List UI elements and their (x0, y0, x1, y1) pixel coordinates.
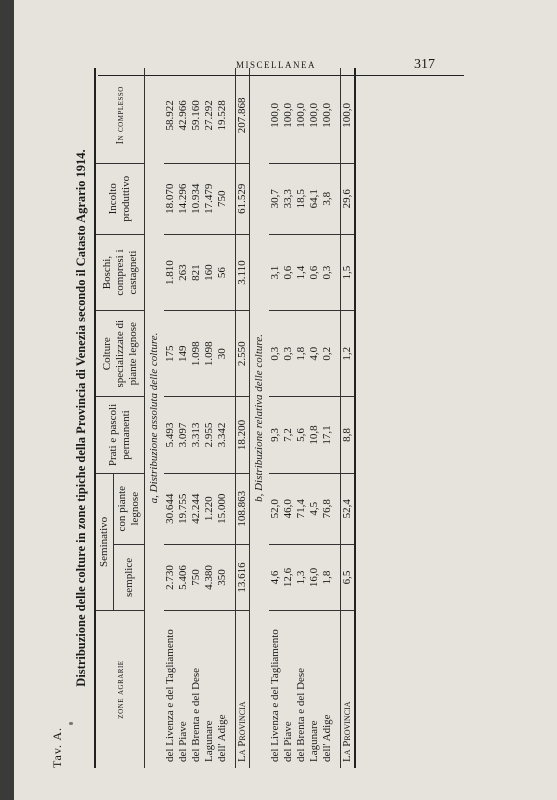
con-piante-cell: 19.755 (177, 473, 190, 544)
con-piante-cell: 52,0 (269, 473, 282, 544)
colture-cell: 2.550 (236, 311, 250, 397)
section-b-label: b, Distribuzione relativa delle colture. (250, 68, 270, 768)
prati-cell: 5.493 (164, 397, 177, 473)
complesso-cell: 100,0 (321, 68, 334, 163)
boschi-cell: 0,6 (308, 234, 321, 310)
boschi-cell: 0,3 (321, 234, 334, 310)
con-piante-cell: 76,8 (321, 473, 334, 544)
table-row (282, 68, 295, 768)
con-piante-cell: 42.244 (190, 473, 203, 544)
colture-cell: 1.098 (203, 311, 216, 397)
complesso-cell: 100,0 (269, 68, 282, 163)
con-piante-cell: 4,5 (308, 473, 321, 544)
table-row (203, 68, 216, 768)
semplice-cell: 6,5 (341, 544, 356, 610)
table-row (321, 68, 334, 768)
semplice-cell: 2.730 (164, 544, 177, 610)
prati-cell: 10,8 (308, 397, 321, 473)
boschi-cell: 1,4 (295, 234, 308, 310)
col-con-piante-header: con piante legnose (114, 473, 145, 544)
incolto-cell: 17.479 (203, 163, 216, 234)
incolto-cell: 18.070 (164, 163, 177, 234)
con-piante-cell: 108.863 (236, 473, 250, 544)
complesso-cell: 100,0 (308, 68, 321, 163)
zone-cell: Lagunare (203, 720, 215, 762)
zone-cell: del Livenza e del Tagliamento (269, 629, 281, 762)
boschi-cell: 3.110 (236, 234, 250, 310)
semplice-cell: 16,0 (308, 544, 321, 610)
semplice-cell: 1,8 (321, 544, 334, 610)
boschi-cell: 3,1 (269, 234, 282, 310)
prati-cell: 9,3 (269, 397, 282, 473)
semplice-cell: 750 (190, 544, 203, 610)
boschi-cell: 1,5 (341, 234, 356, 310)
incolto-cell: 64,1 (308, 163, 321, 234)
con-piante-cell: 30.644 (164, 473, 177, 544)
boschi-cell: 821 (190, 234, 203, 310)
complesso-cell: 100,0 (341, 68, 356, 163)
zone-cell: La Provincia (341, 611, 356, 768)
col-incolto-header: Incolto produttivo (95, 163, 145, 234)
col-colture-header: Colture specializzate di piante legnose (95, 311, 145, 397)
complesso-cell: 19.528 (216, 68, 229, 163)
boschi-cell: 263 (177, 234, 190, 310)
incolto-cell: 10.934 (190, 163, 203, 234)
table-row (308, 68, 321, 768)
semplice-cell: 5.406 (177, 544, 190, 610)
prati-cell: 17,1 (321, 397, 334, 473)
zone-cell: del Brenta e del Dese (295, 667, 307, 762)
con-piante-cell: 46,0 (282, 473, 295, 544)
complesso-cell: 59.160 (190, 68, 203, 163)
incolto-cell: 30,7 (269, 163, 282, 234)
complesso-cell: 42.966 (177, 68, 190, 163)
con-piante-cell: 1.220 (203, 473, 216, 544)
zone-cell: dell' Adige (216, 714, 228, 762)
table-row (269, 68, 282, 768)
con-piante-cell: 15.000 (216, 473, 229, 544)
col-seminativo-header: Seminativo (95, 473, 114, 610)
total-row (341, 68, 356, 768)
con-piante-cell: 52,4 (341, 473, 356, 544)
complesso-cell: 58.922 (164, 68, 177, 163)
colture-cell: 175 (164, 311, 177, 397)
prati-cell: 3.097 (177, 397, 190, 473)
complesso-cell: 100,0 (295, 68, 308, 163)
page-number: 317 (414, 57, 435, 72)
colture-cell: 0,2 (321, 311, 334, 397)
table-number: Tav. A. (50, 726, 64, 768)
zone-cell: del Piave (282, 721, 294, 762)
table-row (295, 68, 308, 768)
colture-cell: 149 (177, 311, 190, 397)
prati-cell: 3.342 (216, 397, 229, 473)
prati-cell: 8,8 (341, 397, 356, 473)
zone-cell: del Brenta e del Dese (190, 667, 202, 762)
col-prati-header: Prati e pascoli permanenti (95, 397, 145, 473)
rotated-table-block (50, 68, 430, 768)
semplice-cell: 4,6 (269, 544, 282, 610)
prati-cell: 18.200 (236, 397, 250, 473)
incolto-cell: 29,6 (341, 163, 356, 234)
zone-cell: del Piave (177, 721, 189, 762)
zone-cell: del Livenza e del Tagliamento (164, 629, 176, 762)
con-piante-cell: 71,4 (295, 473, 308, 544)
complesso-cell: 27.292 (203, 68, 216, 163)
incolto-cell: 3,8 (321, 163, 334, 234)
zone-cell: dell' Adige (321, 714, 333, 762)
semplice-cell: 4.380 (203, 544, 216, 610)
colture-cell: 0,3 (269, 311, 282, 397)
prati-cell: 3.313 (190, 397, 203, 473)
semplice-cell: 13.616 (236, 544, 250, 610)
incolto-cell: 18,5 (295, 163, 308, 234)
colture-cell: 0,3 (282, 311, 295, 397)
colture-cell: 30 (216, 311, 229, 397)
colture-cell: 1,2 (341, 311, 356, 397)
boschi-cell: 1.810 (164, 234, 177, 310)
incolto-cell: 750 (216, 163, 229, 234)
table-row (177, 68, 190, 768)
col-boschi-header: Boschi, compresi i castagneti (95, 234, 145, 310)
colture-cell: 1.098 (190, 311, 203, 397)
complesso-cell: 100,0 (282, 68, 295, 163)
semplice-cell: 1,3 (295, 544, 308, 610)
table-title: Distribuzione delle colture in zone tipiche della Provincia di Venezia secondo il Catasto Agrario 1914. (74, 149, 88, 687)
colture-cell: 4,0 (308, 311, 321, 397)
prati-cell: 5,6 (295, 397, 308, 473)
boschi-cell: 0,6 (282, 234, 295, 310)
section-title: MISCELLANEA (236, 60, 316, 70)
incolto-cell: 14.296 (177, 163, 190, 234)
prati-cell: 2.955 (203, 397, 216, 473)
complesso-cell: 207.868 (236, 68, 250, 163)
incolto-cell: 61.529 (236, 163, 250, 234)
semplice-cell: 12,6 (282, 544, 295, 610)
col-zone-header: zone agrarie (95, 611, 145, 768)
section-a-label: a, Distribuzione assoluta delle colture. (148, 332, 160, 504)
table-row (164, 68, 177, 768)
table-row (190, 68, 203, 768)
table-row (216, 68, 229, 768)
total-row (236, 68, 250, 768)
zone-cell: La Provincia (236, 611, 250, 768)
semplice-cell: 350 (216, 544, 229, 610)
col-complesso-header: In complesso (95, 68, 145, 163)
col-semplice-header: semplice (114, 544, 145, 610)
boschi-cell: 160 (203, 234, 216, 310)
colture-cell: 1,8 (295, 311, 308, 397)
incolto-cell: 33,3 (282, 163, 295, 234)
zone-cell: Lagunare (308, 720, 320, 762)
boschi-cell: 56 (216, 234, 229, 310)
prati-cell: 7,2 (282, 397, 295, 473)
data-table (94, 68, 356, 768)
